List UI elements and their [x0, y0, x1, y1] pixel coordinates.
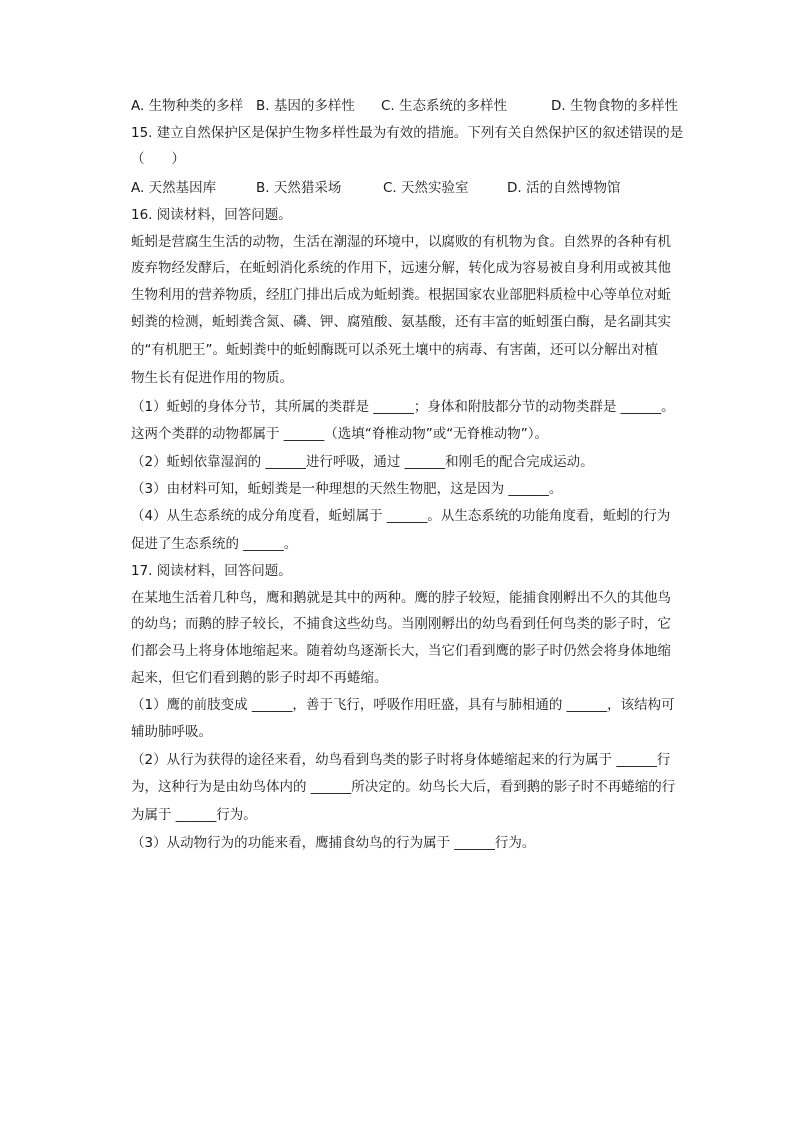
q16-sub-question: 这两个类群的动物都属于 ______（选填“脊椎动物”或“无脊椎动物”）。: [131, 426, 549, 442]
q15-option-b: B. 天然猎采场: [256, 180, 342, 196]
q14-option-c: C. 生态系统的多样性: [381, 98, 508, 114]
q16-sub-question: 促进了生态系统的 ______。: [131, 536, 298, 552]
q17-stem: 17. 阅读材料，回答问题。: [131, 563, 292, 579]
q17-sub-question: 辅助肺呼吸。: [131, 724, 212, 740]
q16-sub-question: （4）从生态系统的成分角度看，蚯蚓属于 ______。从生态系统的功能角度看，蚯蚓的行为: [131, 508, 671, 524]
q17-material-line: 们都会马上将身体地缩起来。随着幼鸟逐渐长大，当它们看到鹰的影子时仍然会将身体地缩: [131, 643, 671, 659]
q17-sub-question: （2）从行为获得的途径来看，幼鸟看到鸟类的影子时将身体蜷缩起来的行为属于 ______行: [131, 752, 671, 768]
q17-material-line: 起来，但它们看到鹅的影子时却不再蜷缩。: [131, 670, 388, 686]
q14-option-b: B. 基因的多样性: [256, 98, 355, 114]
q16-material-line: 生物利用的营养物质，经肛门排出后成为蚯蚓粪。根据国家农业部肥料质检中心等单位对蚯: [131, 287, 671, 303]
q17-sub-question: 为，这种行为是由幼鸟体内的 ______所决定的。幼鸟长大后，看到鹅的影子时不再蜷缩的行: [131, 779, 676, 795]
q17-sub-question: （1）鹰的前肢变成 ______，善于飞行，呼吸作用旺盛，具有与肺相通的 ______，该结构可: [131, 697, 675, 713]
q16-material-line: 的“有机肥王”。蚯蚓粪中的蚯蚓酶既可以杀死土壤中的病毒、有害菌，还可以分解出对植: [131, 342, 658, 358]
q16-material-line: 蚯蚓是营腐生生活的动物，生活在潮湿的环境中，以腐败的有机物为食。自然界的各种有机: [131, 234, 671, 250]
q16-sub-question: （3）由材料可知，蚯蚓粪是一种理想的天然生物肥，这是因为 ______。: [131, 481, 563, 497]
q15-option-a: A. 天然基因库: [131, 180, 217, 196]
q16-material-line: 蚓粪的检测，蚯蚓粪含氮、磷、钾、腐殖酸、氨基酸，还有丰富的蚯蚓蛋白酶，是名副其实: [131, 314, 671, 330]
q15-paren: （ ）: [131, 151, 185, 167]
q16-sub-question: （2）蚯蚓依靠湿润的 ______进行呼吸，通过 ______和刚毛的配合完成运动。: [131, 454, 594, 470]
q16-material-line: 废弃物经发酵后，在蚯蚓消化系统的作用下，远速分解，转化成为容易被自身利用或被其他: [131, 260, 671, 276]
q15-option-c: C. 天然实验室: [383, 180, 469, 196]
q16-sub-question: （1）蚯蚓的身体分节，其所属的类群是 ______；身体和附肢都分节的动物类群是 ______。: [131, 399, 675, 415]
q17-material-line: 的幼鸟；而鹅的脖子较长，不捕食这些幼鸟。当刚刚孵出的幼鸟看到任何鸟类的影子时，它: [131, 616, 671, 632]
q14-option-d: D. 生物食物的多样性: [551, 98, 678, 114]
q16-stem: 16. 阅读材料，回答问题。: [131, 207, 292, 223]
q14-option-a: A. 生物种类的多样: [131, 98, 244, 114]
q15-option-d: D. 活的自然博物馆: [507, 180, 621, 196]
q17-material-line: 在某地生活着几种鸟，鹰和鹅就是其中的两种。鹰的脖子较短，能捕食刚孵出不久的其他鸟: [131, 590, 671, 606]
q15-stem: 15. 建立自然保护区是保护生物多样性最为有效的措施。下列有关自然保护区的叙述错误的是: [131, 125, 684, 141]
q17-sub-question: （3）从动物行为的功能来看，鹰捕食幼鸟的行为属于 ______行为。: [131, 835, 536, 851]
q17-sub-question: 为属于 ______行为。: [131, 807, 257, 823]
q16-material-line: 物生长有促进作用的物质。: [131, 370, 293, 386]
